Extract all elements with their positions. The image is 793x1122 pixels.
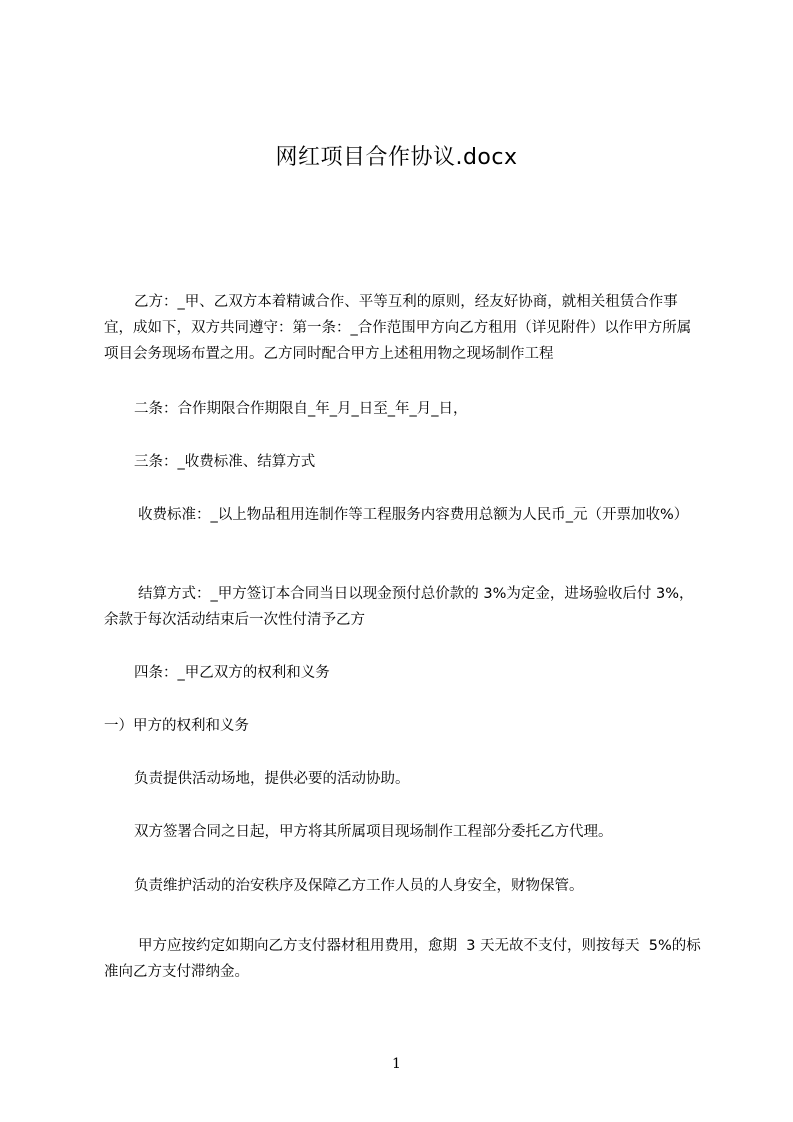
paragraph-settlement-method: 结算方式：_甲方签订本合同当日以现金预付总价款的 3%为定金，进场验收后付 3%，余款于每次活动结束后一次性付清予乙方 [104,586,694,628]
paragraph-party-a-duty-security: 负责维护活动的治安秩序及保障乙方工作人员的人身安全，财物保管。 [134,878,584,894]
paragraph-party-b-intro: 乙方：_甲、乙双方本着精诚合作、平等互利的原则，经友好协商，就相关租赁合作事宜，成如下，双方共同遵守：第一条：_合作范围甲方向乙方租用（详见附件）以作甲方所属项目会务现场布置之用。乙方同时配合甲方上述租用物之现场制作工程 [104,294,692,362]
paragraph-article-2: 二条：合作期限合作期限自_年_月_日至_年_月_日， [134,401,468,417]
paragraph-article-4: 四条：_甲乙双方的权利和义务 [134,665,330,681]
paragraph-party-a-duty-venue: 负责提供活动场地，提供必要的活动协助。 [134,771,410,787]
paragraph-fee-standard: 收费标准：_以上物品租用连制作等工程服务内容费用总额为人民币_元（开票加收%） [138,507,689,523]
paragraph-article-3: 三条：_收费标准、结算方式 [134,454,316,470]
page-number: 1 [392,1056,401,1072]
paragraph-party-a-duty-delegation: 双方签署合同之日起，甲方将其所属项目现场制作工程部分委托乙方代理。 [134,824,613,840]
document-title: 网红项目合作协议.docx [275,145,518,170]
paragraph-party-a-duty-payment: 甲方应按约定如期向乙方支付器材租用费用，愈期 3 天无故不支付，则按每天 5%的标准向乙方支付滞纳金。 [104,938,701,980]
paragraph-party-a-rights-heading: 一）甲方的权利和义务 [104,718,249,734]
